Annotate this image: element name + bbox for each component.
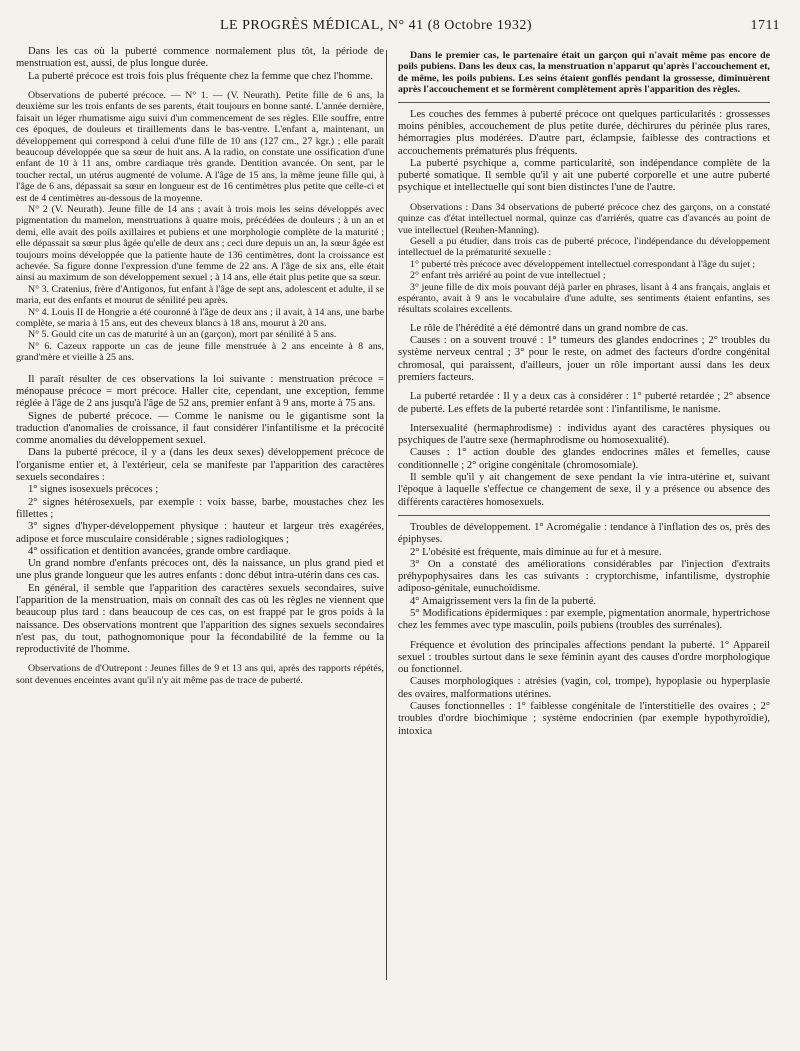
paragraph: En général, il semble que l'apparition des caractères sexuels secondaires, suive l'apparition de la menstruation, mais on connaît des cas où les règles ne viennent que beaucoup plus tard : dans beaucoup de ces cas, on est frappé par le gros poids à la naissance. Des observations montrent que l'apparition des signes sexuels secondaires n'est pas, du tout, pathognomonique pour la fécondabilité de la femme ou la reproductivité de l'homme. <box>16 582 384 656</box>
paragraph: N° 3. Cratenius, frère d'Antigonos, fut enfant à l'âge de sept ans, adolescent et adulte, il se maria, eut des enfants et mourut de sénilité peu après. <box>16 283 384 307</box>
paragraph: Intersexualité (hermaphrodisme) : individus ayant des caractères physiques ou psychiques de l'autre sexe (hermaphrodisme ou homosexualité). <box>398 422 770 447</box>
paragraph: La puberté retardée : Il y a deux cas à considérer : 1° puberté retardée ; 2° absence de puberté. Les effets de la puberté retardée sont : l'infantilisme, le nanisme. <box>398 391 770 415</box>
page-number: 1711 <box>750 18 780 33</box>
paragraph: Causes : 1° action double des glandes endocrines mâles et femelles, cause conditionnelle ; 2° origine congénitale (chromosomiale). <box>398 447 770 471</box>
running-title: LE PROGRÈS MÉDICAL, N° 41 (8 Octobre 1932) <box>220 18 533 33</box>
paragraph: Dans les cas où la puberté commence normalement plus tôt, la période de menstruation est, aussi, de plus longue durée. <box>16 46 384 70</box>
paragraph: 3° On a constaté des améliorations considérables par l'injection d'extraits préhypophysaires dans les cas suivants : cryptorchisme, infantilisme, dystrophie adiposo-génitale, eunuchoïdisme. <box>398 558 770 595</box>
paragraph: 2° enfant très arriéré au point de vue intellectuel ; <box>410 270 606 282</box>
paragraph: Il paraît résulter de ces observations la loi suivante : menstruation précoce = ménopause précoce = mort précoce. Haller cite, cependant, une exception, femme réglée à l'âge de 2 ans jusqu'à l'âge de 52 ans, premier enfant à 9 ans, morte à 75 ans. <box>16 373 384 410</box>
paragraph: 3° jeune fille de dix mois pouvant déjà parler en phrases, lisant à 4 ans français, anglais et espéranto, avait à 9 ans le vocabulaire d'une adulte, ses sentiments étaient enfantins, ses résultats scolaires excellents. <box>398 281 770 316</box>
paragraph: 1° signes isosexuels précoces ; <box>28 484 159 496</box>
paragraph: Observations de puberté précoce. — N° 1. — (V. Neurath). Petite fille de 6 ans, la deuxième sur les trois enfants de ses parents, était toujours en bonne santé. L'année dernière, faisait un léger rhumatisme aigu suivi d'un commencement de ses règles. Elle souffre, entre ces époques, de douleurs et tiraillements dans le bas-ventre. L'enfant a, maintenant, un développement qui correspond à celui d'une fille de 10 ans (127 cm., 27 kgr.) ; elle paraît beaucoup développée que sa sœur de huit ans. A la radio, on constate une ossification d'une enfant de 10 à 11 ans, ombre cardiaque très grande. Dentition avancée. On sent, par le toucher rectal, un utérus augmenté de volume. A l'âge de 15 ans, la même jeune fille qui, à l'âge de 6 ans, dépassait sa sœur en longueur est de 16 centimètres plus petite que celle-ci et est de 4 centimètres au-dessous de la moyenne. <box>16 89 384 204</box>
section-rule <box>398 515 770 516</box>
paragraph: Un grand nombre d'enfants précoces ont, dès la naissance, un plus grand pied et une plus grande longueur que les autres enfants : donc début intra-utérin dans ces cas. <box>16 558 384 582</box>
paragraph: Les couches des femmes à puberté précoce ont quelques particularités : grossesses moins pénibles, accouchement de plus petite durée, déchirures du périnée plus rares, hémorragies plus modérées. D'autre part, éclampsie, faiblesse des contractions et accouchements prématurés plus fréquents. <box>398 108 770 157</box>
paragraph: Observations de d'Outrepont : Jeunes filles de 9 et 13 ans qui, après des rapports répétés, sont devenues enceintes avant qu'il n'y ait même pas de trace de puberté. <box>16 663 384 686</box>
paragraph: Troubles de développement. 1° Acromégalie : tendance à l'inflation des os, près des épiphyses. <box>398 521 770 546</box>
paragraph: Fréquence et évolution des principales affections pendant la puberté. 1° Appareil sexuel : troubles surtout dans le sexe féminin ayant des causes d'ordre morphologique ou fonctionnel. <box>398 639 770 676</box>
paragraph: 2° signes hétérosexuels, par exemple : voix basse, barbe, moustaches chez les fillettes ; <box>16 496 384 520</box>
paragraph: La puberté précoce est trois fois plus fréquente chez la femme que chez l'homme. <box>28 70 373 82</box>
paragraph: Il semble qu'il y ait changement de sexe pendant la vie intra-utérine et, suivant l'époque à laquelle s'effectue ce changement de sexe, il y a présence ou absence des différents caractères homosexuels. <box>398 472 770 508</box>
paragraph: Observations : Dans 34 observations de puberté précoce chez des garçons, on a constaté quinze cas d'état intellectuel normal, quinze cas d'arriérés, quatre cas d'avancés au point de vue intellectuel (Reuhen-Manning). <box>398 201 770 236</box>
right-column <box>398 50 770 738</box>
paragraph: Signes de puberté précoce. — Comme le nanisme ou le gigantisme sont la traduction d'anomalies de croissance, il faut considérer l'infantilisme et la précocité comme anomalies du développement sexuel. <box>16 410 384 447</box>
paragraph: 1° puberté très précoce avec développement intellectuel correspondant à l'âge du sujet ; <box>410 258 756 270</box>
paragraph: Dans le premier cas, le partenaire était un garçon qui n'avait même pas encore de poils pubiens. Dans les deux cas, la menstruation n'apparut qu'après l'accouchement et, de même, les poils pubiens. Les seins étaient gonflés pendant la grossesse, diminuèrent après l'accouchement et se formèrent complètement après l'apparition des règles. <box>398 50 770 96</box>
paragraph: La puberté psychique a, comme particularité, son indépendance complète de la puberté somatique. Il semble qu'il y ait une puberté corporelle et une autre puberté psychique et intellectuelle qui sont bien distinctes l'une de l'autre. <box>398 157 770 194</box>
paragraph: 4° Amaigrissement vers la fin de la puberté. <box>410 595 597 607</box>
running-header <box>20 18 780 40</box>
paragraph: N° 5. Gould cite un cas de maturité à un an (garçon), mort par sénilité à 5 ans. <box>28 329 337 341</box>
paragraph: Causes : on a souvent trouvé : 1° tumeurs des glandes endocrines ; 2° troubles du système nerveux central ; 3° pour le reste, on admet des facteurs d'ordre congénital chromosal, qui paraissent, d'ailleurs, jouer un rôle important aussi dans les deux premiers facteurs. <box>398 335 770 383</box>
paragraph: 2° L'obésité est fréquente, mais diminue au fur et à mesure. <box>410 546 662 558</box>
section-rule <box>398 102 770 103</box>
paragraph: N° 4. Louis II de Hongrie a été couronné à l'âge de deux ans ; il avait, à 14 ans, une barbe complète, se maria à 15 ans, eut des cheveux blancs à 18 ans, mourut à 20 ans. <box>16 306 384 330</box>
paragraph: 4° ossification et dentition avancées, grande ombre cardiaque. <box>28 545 291 557</box>
left-column <box>16 46 384 686</box>
paragraph: N° 2 (V. Neurath). Jeune fille de 14 ans ; avait à trois mois les seins développés avec pigmentation du mamelon, menstruations à quatre mois, précédées de douleurs ; à un an et demi, elle avait des poils axillaires et pubiens et une morphologie complète de la maturité ; elle dépassait sa sœur plus âgée qu'elle de deux ans ; ceci dure depuis un an, la sœur âgée est toujours moins développée que la patiente haute de 136 centimètres, dont la croissance est achevée. Sa figure donne l'expression d'une femme de 22 ans. A l'âge de six ans, elle était ainsi au maximum de son développement sexuel ; à 14 ans, elle était plus petite que sa sœur. <box>16 203 384 284</box>
column-divider <box>386 50 387 980</box>
paragraph: 3° signes d'hyper-développement physique : hauteur et largeur très exagérées, adipose et force musculaire considérable ; signes radiologiques ; <box>16 521 384 545</box>
paragraph: Dans la puberté précoce, il y a (dans les deux sexes) développement précoce de l'organisme entier et, à l'extérieur, cela se manifeste par l'apparition des caractères sexuels secondaires : <box>16 447 384 484</box>
paragraph: N° 6. Cazeux rapporte un cas de jeune fille menstruée à 2 ans enceinte à 8 ans, grand'mère et vieille à 25 ans. <box>16 340 384 364</box>
paragraph: Gesell a pu étudier, dans trois cas de puberté précoce, l'indépendance du développement intellectuel de la prématurité sexuelle : <box>398 235 770 259</box>
paragraph: Causes fonctionnelles : 1° faiblesse congénitale de l'interstitielle des ovaires ; 2° troubles d'ordre biochimique ; système endocrinien (par exemple hypothyroïdie), intoxica <box>398 701 770 737</box>
paragraph: 5° Modifications épidermiques : par exemple, pigmentation anormale, hypertrichose chez les femmes avec type masculin, poils pubiens (troubles des surrénales). <box>398 608 770 632</box>
paragraph: Causes morphologiques : atrésies (vagin, col, trompe), hypoplasie ou hyperplasie des ovaires, malformations utérines. <box>398 676 770 700</box>
paragraph: Le rôle de l'hérédité a été démontré dans un grand nombre de cas. <box>410 322 689 334</box>
